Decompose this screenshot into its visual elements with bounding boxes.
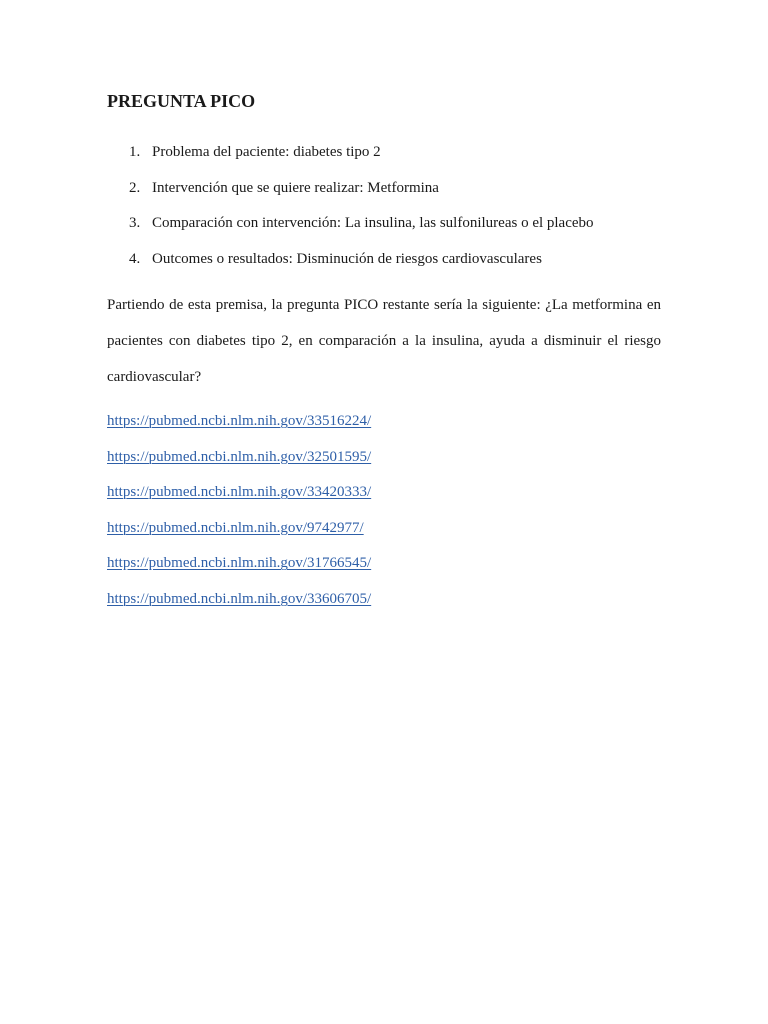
list-item-number: 4. [129, 250, 141, 267]
reference-link[interactable]: https://pubmed.ncbi.nlm.nih.gov/32501595/ [107, 448, 372, 465]
link-item [107, 447, 371, 483]
pico-question-paragraph: Partiendo de esta premisa, la pregunta PICO restante sería la siguiente: ¿La metformina en pacientes con diabetes tipo 2, en comparación a la insulina, ayuda a disminuir el riesgo cardiovascular? [107, 297, 661, 385]
list-item-text: Problema del paciente: diabetes tipo 2 [152, 144, 381, 160]
link-item [107, 482, 371, 518]
list-item-number: 2. [129, 179, 141, 196]
reference-links [107, 411, 371, 625]
list-item [107, 249, 667, 285]
list-item-text: Intervención que se quiere realizar: Metformina [152, 179, 439, 196]
link-item [107, 553, 371, 589]
list-item-text: Outcomes o resultados: Disminución de riesgos cardiovasculares [152, 250, 542, 267]
list-item-number: 3. [129, 215, 141, 231]
list-item [107, 142, 667, 178]
reference-link[interactable]: https://pubmed.ncbi.nlm.nih.gov/33516224/ [107, 413, 372, 429]
list-item [107, 178, 667, 214]
list-item-number: 1. [129, 144, 141, 160]
link-item [107, 411, 371, 447]
reference-link[interactable]: https://pubmed.ncbi.nlm.nih.gov/31766545/ [107, 555, 372, 572]
reference-link[interactable]: https://pubmed.ncbi.nlm.nih.gov/33420333/ [107, 484, 372, 501]
pico-list [107, 142, 667, 284]
list-item-text: Comparación con intervención: La insulina, las sulfonilureas o el placebo [152, 215, 594, 231]
reference-link[interactable]: https://pubmed.ncbi.nlm.nih.gov/9742977/ [107, 519, 364, 536]
list-item [107, 213, 667, 249]
link-item [107, 589, 371, 625]
document-title: PREGUNTA PICO [107, 91, 256, 111]
reference-link[interactable]: https://pubmed.ncbi.nlm.nih.gov/33606705/ [107, 590, 372, 607]
link-item [107, 518, 371, 554]
